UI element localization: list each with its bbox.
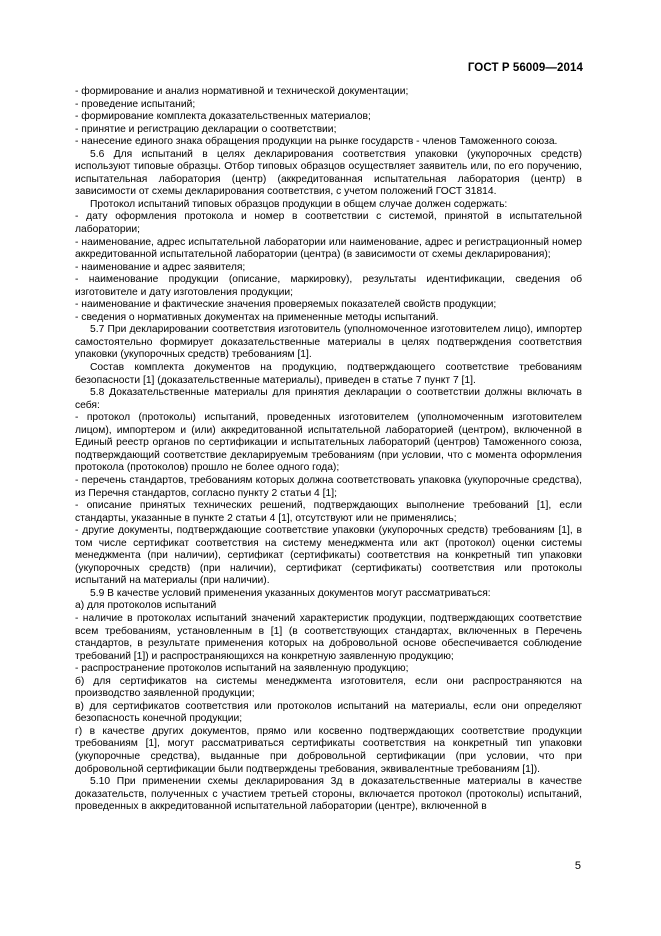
paragraph: Протокол испытаний типовых образцов продукции в общем случае должен содержать: xyxy=(90,198,508,210)
paragraph: - наименование продукции (описание, маркировку), результаты идентификации, сведения об изготовителе и дату изготовления продукции; xyxy=(75,274,582,298)
paragraph: а) для протоколов испытаний xyxy=(75,600,217,612)
page-number: 5 xyxy=(574,860,581,872)
paragraph: Состав комплекта документов на продукцию, подтверждающего соответствие требованиям безопасности [1] (доказательственные материалы), приведен в статье 7 пункт 7 [1]. xyxy=(75,362,582,386)
paragraph: в) для сертификатов соответствия или протоколов испытаний на материалы, если они определяют безопасность конечной продукции; xyxy=(75,700,582,725)
paragraph: - описание принятых технических решений, подтверждающих выполнение требований [1], если стандарты, указанные в пункте 2 статьи 4 [1], отсутствуют или не применялись; xyxy=(75,500,582,524)
paragraph: - наименование и адрес заявителя; xyxy=(75,261,246,273)
paragraph: 5.7 При декларировании соответствия изготовитель (уполномоченное изготовителем лицо), импортер самостоятельно формирует доказательственные материалы в целях подтверждения соответствия упаковки (укупорочных средств) требованиям [1]. xyxy=(75,324,582,361)
paragraph: - наименование и фактические значения проверяемых показателей свойств продукции; xyxy=(75,299,497,311)
document-header: ГОСТ Р 56009—2014 xyxy=(467,62,583,74)
paragraph: 5.6 Для испытаний в целях декларирования соответствия упаковки (укупорочных средств) используют типовые образцы. Отбор типовых образцов осуществляет заявитель или, по его поручению, испытательная лаборатория (центр) (аккредитованная испытательная лаборатория (центр) в зависимости от схемы декларирования соответствия, с учетом положений ГОСТ 31814. xyxy=(75,148,582,198)
page-body xyxy=(75,86,582,814)
paragraph: 5.9 В качестве условий применения указанных документов могут рассматриваться: xyxy=(90,587,491,599)
paragraph: г) в качестве других документов, прямо или косвенно подтверждающих соответствие продукции требованиям [1], могут рассматриваться сертификаты соответствия на конкретный тип упаковки (укупорочные средства), выданные при добровольной сертификации (при условии, что при добровольной сертификации были подтверждены требования, эквивалентные требованиям [1]). xyxy=(75,725,582,775)
paragraph: - нанесение единого знака обращения продукции на рынке государств - членов Таможенного союза. xyxy=(75,136,558,148)
paragraph: - наименование, адрес испытательной лаборатории или наименование, адрес и регистрационный номер аккредитованной испытательной лаборатории (центра) (в зависимости от схемы декларирования); xyxy=(75,236,582,261)
paragraph: - наличие в протоколах испытаний значений характеристик продукции, подтверждающих соответствие всем требованиям, установленным в [1] (в соответствующих стандартах, включенных в Перечень стандартов, в результате применения которых на добровольной основе обеспечивается соблюдение требований [1]) и распространяющихся на конкретную заявленную продукцию; xyxy=(75,612,582,662)
paragraph: - формирование и анализ нормативной и технической документации; xyxy=(75,86,409,97)
paragraph: - формирование комплекта доказательственных материалов; xyxy=(75,111,371,123)
paragraph: 5.8 Доказательственные материалы для принятия декларации о соответствии должны включать в себя: xyxy=(75,387,582,411)
paragraph: - проведение испытаний; xyxy=(75,98,196,110)
paragraph: б) для сертификатов на системы менеджмента изготовителя, если они распространяются на производство заявленной продукции; xyxy=(75,675,582,700)
paragraph: - протокол (протоколы) испытаний, проведенных изготовителем (уполномоченным изготовителем лицом), импортером и (или) аккредитованной испытательной лабораторией (центром), включенной в Единый реестр органов по сертификации и испытательных лабораторий (центров) Таможенного союза, подтверждающий соответствие декларируемым требованиям (при условии, что с момента оформления протокола (протоколов) прошло не более одного года); xyxy=(75,412,582,474)
paragraph: - распространение протоколов испытаний на заявленную продукцию; xyxy=(75,663,409,675)
paragraph: - перечень стандартов, требованиям которых должна соответствовать упаковка (укупорочные средства), из Перечня стандартов, согласно пункту 2 статьи 4 [1]; xyxy=(75,474,582,499)
paragraph: 5.10 При применении схемы декларирования 3д в доказательственные материалы в качестве доказательств, полученных с участием третьей стороны, включается протокол (протоколы) испытаний, проведенных в аккредитованной испытательной лаборатории (центре), включенной в xyxy=(75,776,582,813)
paragraph: - дату оформления протокола и номер в соответствии с системой, принятой в испытательной лаборатории; xyxy=(75,211,582,236)
paragraph: - другие документы, подтверждающие соответствие упаковки (укупорочных средств) требованиям [1], в том числе сертификат соответствия на систему менеджмента или акт (протокол) оценки системы менеджмента (при наличии), сертификат (сертификаты) соответствия на конкретный тип упаковки (укупорочных средств) (при наличии), сертификат (сертификаты) соответствия или протоколы испытаний на материалы (при наличии). xyxy=(75,525,582,587)
paragraph: - принятие и регистрацию декларации о соответствии; xyxy=(75,123,337,135)
paragraph: - сведения о нормативных документах на примененные методы испытаний. xyxy=(75,311,439,323)
